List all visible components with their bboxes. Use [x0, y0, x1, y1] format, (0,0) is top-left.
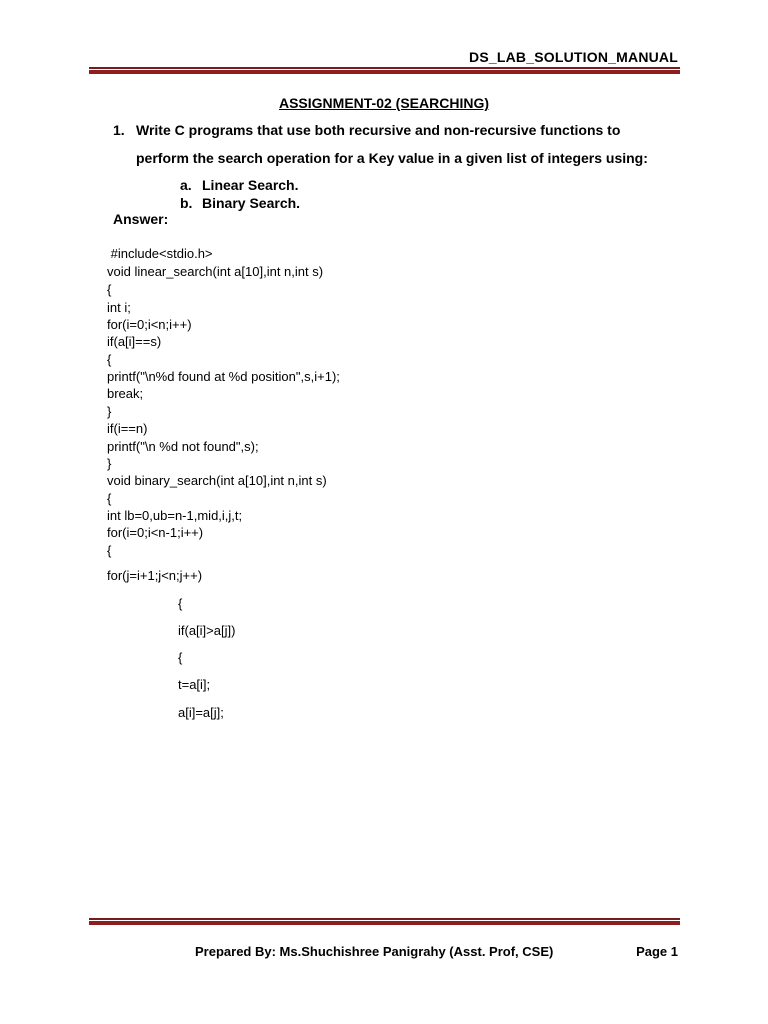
code-line: int lb=0,ub=n-1,mid,i,j,t;	[107, 508, 243, 523]
code-line: {	[107, 491, 112, 506]
option-b-mark: b.	[180, 195, 193, 211]
code-line-indented: {	[178, 650, 183, 665]
option-b-text: Binary Search.	[202, 195, 301, 211]
code-line: if(a[i]==s)	[107, 334, 162, 349]
code-line-indented: {	[178, 596, 183, 611]
code-line: break;	[107, 386, 144, 401]
header-rule-thick	[89, 70, 680, 74]
code-line: void binary_search(int a[10],int n,int s)	[107, 473, 327, 488]
code-line: for(j=i+1;j<n;j++)	[107, 568, 203, 583]
code-line-indented: if(a[i]>a[j])	[178, 623, 236, 638]
code-line: {	[107, 282, 112, 297]
code-line: for(i=0;i<n-1;i++)	[107, 525, 204, 540]
question-line-2: perform the search operation for a Key value in a given list of integers using:	[136, 150, 648, 166]
code-line: for(i=0;i<n;i++)	[107, 317, 192, 332]
answer-label: Answer:	[113, 211, 169, 227]
assignment-title: ASSIGNMENT-02 (SEARCHING)	[278, 95, 490, 111]
code-line: #include<stdio.h>	[107, 246, 213, 261]
code-line: void linear_search(int a[10],int n,int s)	[107, 264, 324, 279]
question-line-1: Write C programs that use both recursive and non-recursive functions to	[136, 122, 621, 138]
code-line: int i;	[107, 300, 131, 315]
option-a-mark: a.	[180, 177, 192, 193]
code-line: printf("\n%d found at %d position",s,i+1);	[107, 369, 340, 384]
code-line: if(i==n)	[107, 421, 148, 436]
code-line: printf("\n %d not found",s);	[107, 439, 259, 454]
code-line: {	[107, 352, 112, 367]
code-line-indented: a[i]=a[j];	[178, 705, 224, 720]
code-line: {	[107, 543, 112, 558]
footer-prepared-by: Prepared By: Ms.Shuchishree Panigrahy (Asst. Prof, CSE)	[195, 944, 554, 959]
code-line-indented: t=a[i];	[178, 677, 211, 692]
code-line: }	[107, 404, 112, 419]
question-number: 1.	[113, 122, 125, 138]
footer-rule-thick	[89, 921, 680, 925]
header-rule-thin	[89, 67, 680, 69]
footer-page-number: Page 1	[636, 944, 678, 959]
code-line: }	[107, 456, 112, 471]
document-header-title: DS_LAB_SOLUTION_MANUAL	[469, 49, 678, 65]
footer-rule-thin	[89, 918, 680, 920]
option-a-text: Linear Search.	[202, 177, 299, 193]
